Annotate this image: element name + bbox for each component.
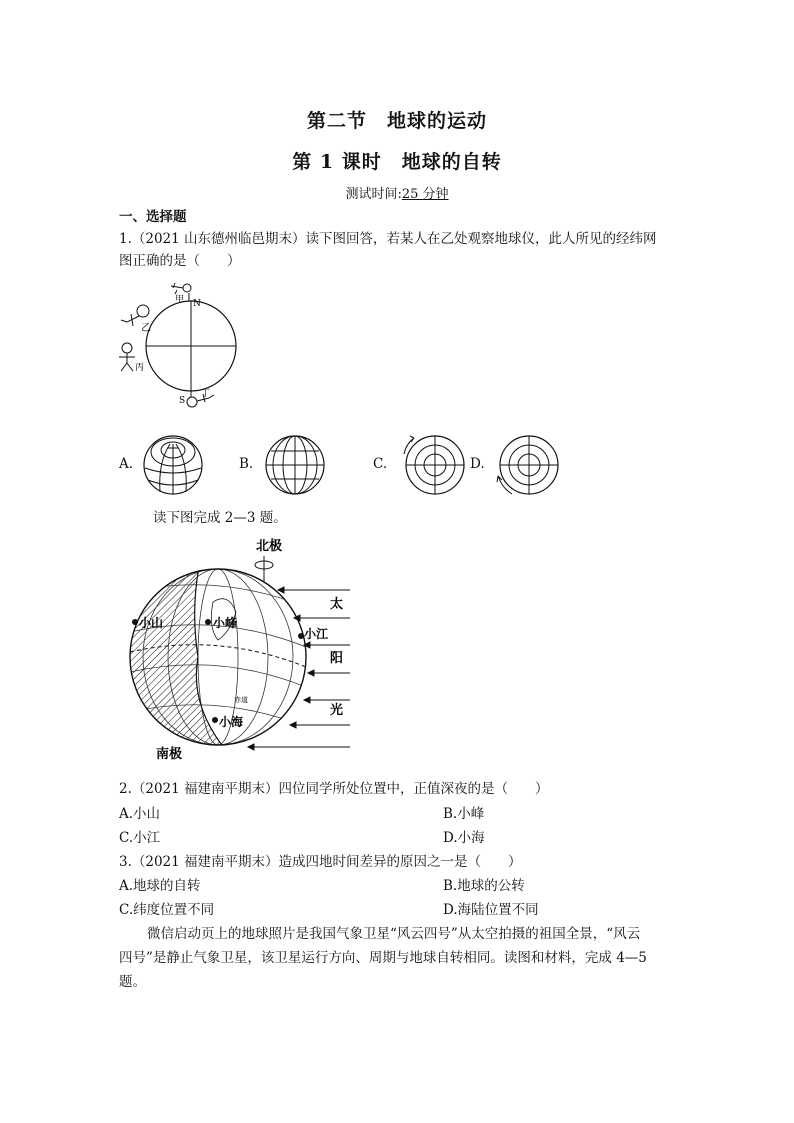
intro-4-5-line2: 四号”是静止气象卫星，该卫星运行方向、周期与地球自转相同。读图和材料，完成 4—5 [119, 950, 647, 966]
lesson-title: 第 1 课时 地球的自转 [292, 151, 502, 173]
dot-xiaohai [212, 717, 218, 723]
q1-option-d-label: D. [470, 456, 485, 472]
sunlight-char-3: 光 [330, 703, 344, 718]
q2-option-a: A.小山 [119, 806, 161, 822]
dot-xiaoshan [132, 619, 138, 625]
sunlight-char-2: 阳 [330, 651, 344, 666]
q2-option-c: C.小江 [119, 830, 161, 846]
q2-stem: 2.（2021 福建南平期末）四位同学所处位置中，正值深夜的是（ ） [119, 781, 549, 797]
label-bing: 丙 [135, 363, 145, 373]
q2-option-d: D.小海 [443, 830, 485, 846]
sunlight-char-1: 太 [330, 597, 344, 612]
observer-bing [119, 343, 135, 371]
q1-globe-figure [115, 278, 255, 413]
q1-option-c-polar [400, 430, 470, 500]
place-xiaoshan: 小山 [139, 616, 164, 630]
intro-2-3: 读下图完成 2—3 题。 [153, 510, 287, 526]
q3-option-b: B.地球的公转 [443, 878, 525, 894]
label-yi: 乙 [141, 323, 151, 334]
test-time-value: 25 分钟 [401, 187, 449, 202]
test-time-label: 测试时间: [345, 187, 402, 202]
label-ding: 丁 [201, 389, 211, 399]
q1-option-c-label: C. [373, 456, 388, 472]
q1-line2: 图正确的是（ ） [119, 253, 241, 269]
q3-stem: 3.（2021 福建南平期末）造成四地时间差异的原因之一是（ ） [119, 854, 522, 870]
label-s: S [179, 396, 186, 406]
q1-option-d-polar [494, 430, 564, 500]
dot-xiaofeng [205, 619, 211, 625]
night-side-shading [118, 532, 238, 764]
part-heading: 一、选择题 [119, 209, 187, 225]
q3-option-a: A.地球的自转 [119, 878, 201, 894]
q1-option-a-label: A. [119, 456, 134, 472]
section-title: 第二节 地球的运动 [306, 110, 487, 132]
south-pole-label: 南极 [156, 747, 183, 762]
q3-option-c: C.纬度位置不同 [119, 902, 215, 918]
equator-label: 赤道 [234, 696, 248, 704]
q2-option-b: B.小峰 [443, 806, 485, 822]
label-jia: 甲 [175, 295, 185, 305]
test-time [0, 183, 794, 202]
place-xiaofeng: 小峰 [213, 616, 238, 630]
intro-4-5-line1: 微信启动页上的地球照片是我国气象卫星“风云四号”从太空拍摄的祖国全景，“风云 [147, 926, 641, 942]
north-pole-label: 北极 [256, 539, 283, 554]
place-xiaohai: 小海 [219, 715, 244, 729]
sunlight-globe-figure [118, 532, 358, 764]
q1-option-a-globe [140, 432, 206, 498]
q1-option-b-globe [262, 432, 328, 498]
observer-jia [171, 283, 191, 294]
label-n: N [193, 299, 201, 309]
q1-option-b-label: B. [239, 456, 254, 472]
place-xiaojiang: 小江 [304, 627, 329, 641]
q3-option-d: D.海陆位置不同 [443, 902, 539, 918]
intro-4-5-line3: 题。 [119, 974, 146, 990]
q1-line1: 1.（2021 山东德州临邑期末）读下图回答，若某人在乙处观察地球仪，此人所见的经纬网 [119, 231, 657, 247]
